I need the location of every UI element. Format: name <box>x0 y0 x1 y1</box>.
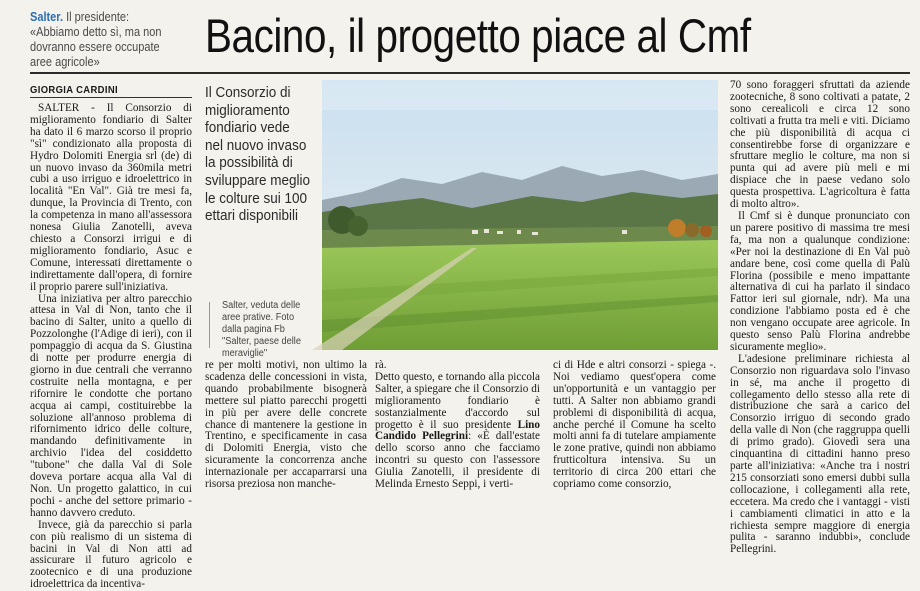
paragraph: Una iniziativa per altro parecchio attesa in Val di Non, tanto che il bacino di Salter, unito a quello di Pozzolonghe (l'Adige di ieri), con il pompaggio di acqua da S. Giustina di notte per produrre energia di giorno in due centrali che verranno costruite nella montagna, e per rifornire le condotte che portano acqua ai campi, costituirebbe la soluzione all'annoso problema di rifornimento idrico delle colture, mandando definitivamente in archivio l'idea del cosiddetto "tubone" che dalla Val di Sole doveva portare acqua alla Val di Non. Un progetto galattico, in cui pochi - anche del settore primario - hanno davvero creduto. <box>30 292 192 519</box>
article-column-4 <box>553 359 716 491</box>
deck-summary: Il Consorzio di miglioramento fondiario vede nel nuovo invaso la possibilità di sviluppare meglio le colture sui 100 ettari disponibili <box>205 84 311 225</box>
article-column-2 <box>205 359 367 491</box>
headline-rule <box>30 72 910 74</box>
article-column-1 <box>30 102 192 591</box>
article-column-3 <box>375 359 540 491</box>
caption-rule <box>209 302 210 348</box>
paragraph: 70 sono foraggeri sfruttati da aziende zootecniche, 8 sono coltivati a patate, 2 sono cerealicoli e circa 12 sono coltivati a frutta tra meli e viti. Diciamo che più disponibilità di acqua ci consentirebbe forse di organizzare e sfruttare meglio le colture, ma non si punta qui ad avere più meli e mi dispiace che in paese vedano solo questa prospettiva. L'agricoltura è fatta di molto altro». <box>730 79 910 211</box>
paragraph: SALTER - Il Consorzio di miglioramento fondiario di Salter ha dato il 6 marzo scorso il proprio "sì" condizionato alla proposta di Hydro Dolomiti Energia srl (de) di un nuovo invaso da 360mila metri cubi a uso irriguo e idroelettrico in località "En Val". Già tre mesi fa, dunque, la Provincia di Trento, con la competenza in mano all'assessora nonesa Giulia Zanotelli, aveva chiesto a Consorzi irrigui e di miglioramento fondiario, Asuc e Comune, interessati direttamente o indirettamente dall'opera, di fornire il proprio parere sull'iniziativa. <box>30 102 192 293</box>
photo-meadow <box>322 80 718 350</box>
kicker <box>30 10 180 70</box>
paragraph: re per molti motivi, non ultimo la scadenza delle concessioni in vista, quando probabilmente bisognerà mettere sul piatto parecchi progetti in più per avere delle concrete chance di mantenere la gestione in Trentino, e specificamente in casa di Dolomiti Energia, visto che sicuramente la concorrenza anche internazionale per accaparrarsi una risorsa preziosa non manche- <box>205 359 367 491</box>
kicker-text: Il presidente: «Abbiamo detto sì, ma non dovranno essere occupate aree agricole» <box>30 10 162 69</box>
paragraph: rà. Detto questo, e tornando alla piccola Salter, a spiegare che il Consorzio di miglioramento fondiario è sostanzialmente d'accordo sul progetto è il suo presidente Lino Candido Pellegrini: «È dall'estate dello scorso anno che facciamo incontri su questo con l'assessore Giulia Zanotelli, il presidente di Melinda Ernesto Seppi, i verti- <box>375 359 540 491</box>
paragraph: ci di Hde e altri consorzi - spiega -. Noi vediamo quest'opera come un'opportunità e un vantaggio per tutti. A Salter non abbiamo grandi problemi di disponibilità di acqua, anche perché il Comune ha scelto molti anni fa di tutelare ampiamente le zone prative, quindi non abbiamo frutticoltura intensiva. Su un territorio di circa 200 ettari che copriamo come consorzio, <box>553 359 716 491</box>
article-column-5 <box>730 79 910 556</box>
byline-rule <box>30 97 192 98</box>
paragraph: Il Cmf si è dunque pronunciato con un parere positivo di massima tre mesi fa, ma non a qualunque condizione: «Per noi la destinazione di En Val può andare bene, così come quella di Palù Florina (possibile e meno impattante alternativa di cui ha parlato il sindaco Fattor ieri sul giornale, ndr). Ma una condizione l'abbiamo posta ed è che non vengano occupate aree agricole. In questo senso Palù Florina andrebbe sicuramente meglio». <box>730 209 910 353</box>
landscape-illustration <box>322 80 718 350</box>
paragraph: L'adesione preliminare richiesta al Consorzio non riguardava solo l'invaso in sé, ma anche il progetto di collegamento dello stesso alla rete di distribuzione che sarà a carico del Consorzio irriguo di secondo grado della valle di Non (che raggruppa quelli di primo grado). Giovedì sera una cinquantina di cittadini hanno preso parte all'iniziativa: «Anche tra i nostri 215 consorziati sono emersi dubbi sulla collocazione, i collegamenti alla rete, eccetera. Ma credo che i vantaggi - visti i cambiamenti climatici in atto e la richiesta sempre maggiore di energia pulita - saranno indubbi», conclude Pellegrini. <box>730 352 910 556</box>
kicker-place: Salter. <box>30 10 64 24</box>
president-name: Lino Candido Pellegrini <box>375 418 540 443</box>
byline: GIORGIA CARDINI <box>30 84 119 96</box>
photo-caption: Salter, veduta delle aree prative. Foto dalla pagina Fb "Salter, paese delle meraviglie" <box>222 300 301 359</box>
paragraph: Invece, già da parecchio si parla con più realismo di un sistema di bacini in Val di Non atti ad assicurare il futuro agricolo e zootecnico e di una produzione idroelettrica da incentiva- <box>30 518 192 591</box>
headline: Bacino, il progetto piace al Cmf <box>205 9 751 62</box>
